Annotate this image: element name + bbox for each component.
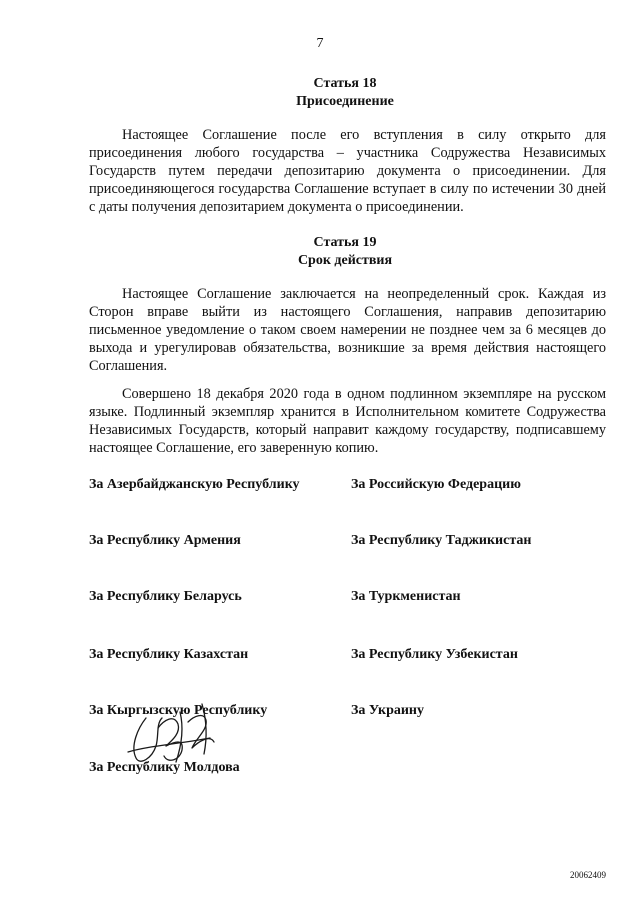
signatory-azerbaijan: За Азербайджанскую Республику [89,477,300,492]
signatory-russia: За Российскую Федерацию [351,477,521,492]
document-code: 20062409 [570,870,606,880]
handwritten-signature [118,698,228,774]
signatory-uzbekistan: За Республику Узбекистан [351,647,518,662]
signatory-moldova: За Республику Молдова [89,760,240,775]
article-18-text: Настоящее Соглашение после его вступления в силу открыто для присоединения любого государства – участника Содружества Независимых Государств путем передачи депозитарию документа о присоединении. Для присоединяющегося государства Соглашение вступает в силу по истечении 30 дней с даты получения депозитарием документа о присоединении. [89,127,606,215]
article-19-text: Настоящее Соглашение заключается на неопределенный срок. Каждая из Сторон вправе выйти из настоящего Соглашения, направив депозитарию письменное уведомление о таком своем намерении не позднее чем за 6 месяцев до выхода и урегулировав обязательства, возникшие за время действия настоящего Соглашения. [89,286,606,374]
page-number: 7 [316,36,324,51]
signatory-armenia: За Республику Армения [89,533,241,548]
signatory-turkmenistan: За Туркменистан [351,589,461,604]
article-19-title: Срок действия [297,253,393,268]
signatory-tajikistan: За Республику Таджикистан [351,533,532,548]
article-18-number: Статья 18 [313,76,377,91]
signatory-ukraine: За Украину [351,703,425,718]
closing-paragraph: Совершено 18 декабря 2020 года в одном подлинном экземпляре на русском языке. Подлинный экземпляр хранится в Исполнительном комитете Содружества Независимых Государств, который направит каждому государству, подписавшему настоящее Соглашение, его заверенную копию. [89,386,606,456]
article-19-number: Статья 19 [313,235,377,250]
signatory-belarus: За Республику Беларусь [89,589,242,604]
article-18-title: Присоединение [296,94,394,109]
signatory-kyrgyzstan: За Кыргызскую Республику [89,703,268,718]
signatory-kazakhstan: За Республику Казахстан [89,647,249,662]
